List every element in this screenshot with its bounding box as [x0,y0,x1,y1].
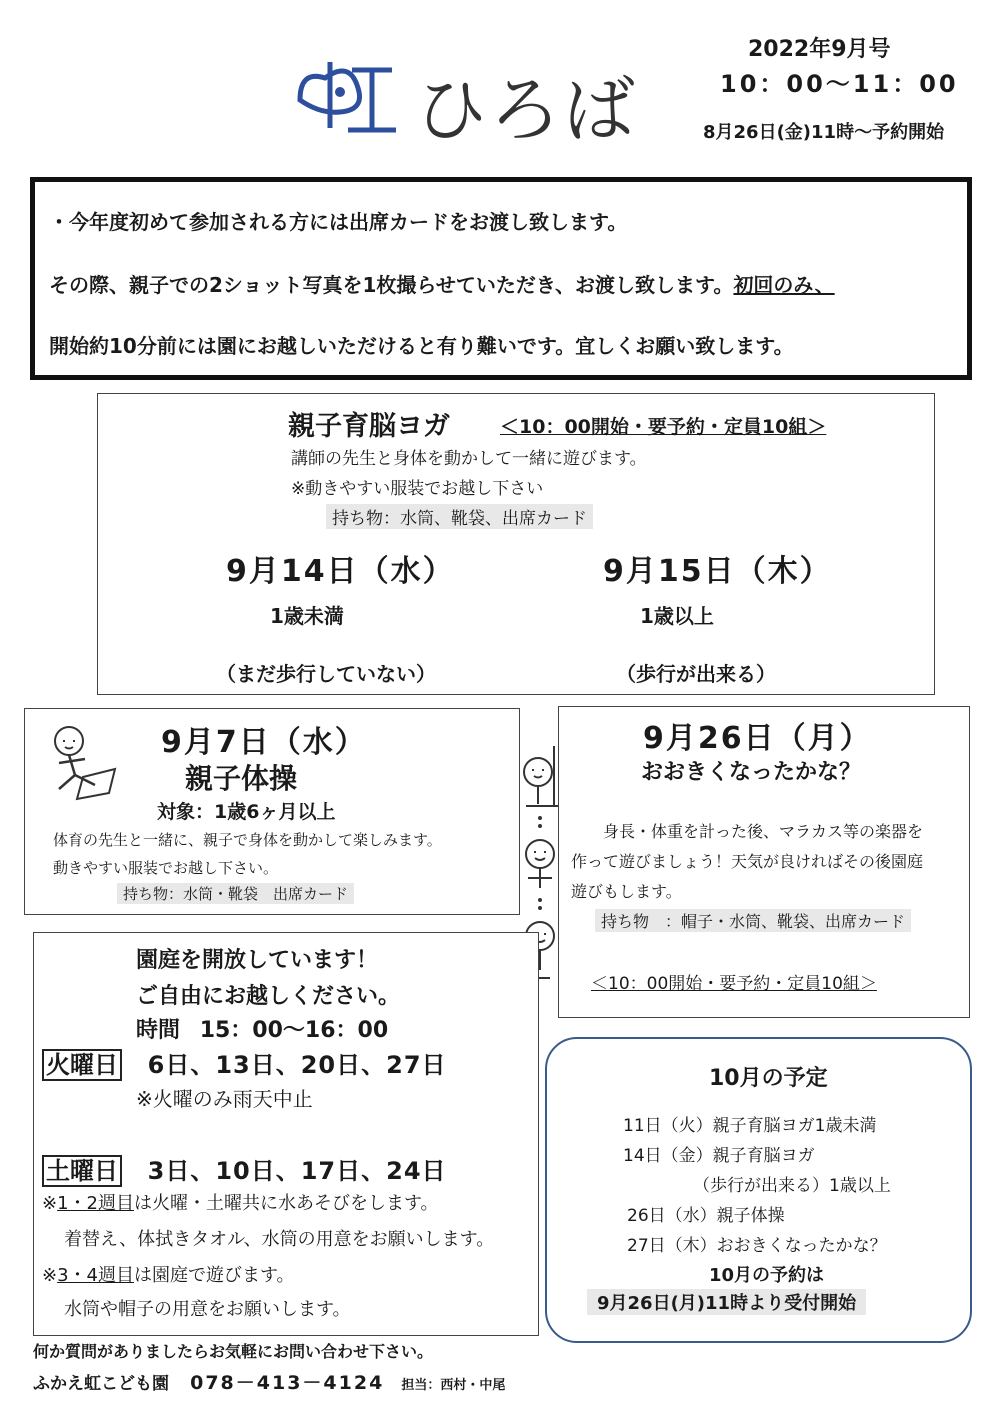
garden-box [33,932,539,1336]
yoga-description: 講師の先生と身体を動かして一緒に遊びます。 [291,449,647,469]
garden-note-1-mark: ※ [42,1193,58,1214]
garden-note-1-weeks: 1・2週目 [57,1193,134,1214]
notice-line-2 [49,269,835,298]
saturday-label: 土曜日 [42,1155,122,1187]
ookiku-info: ＜10：00開始・要予約・定員10組＞ [591,974,877,994]
october-line-1: 11日（火）親子育脳ヨガ1歳未満 [623,1116,877,1136]
garden-note-2-weeks: 3・4週目 [57,1265,134,1286]
taiso-target: 対象：1歳6ヶ月以上 [157,801,336,823]
phone-number: 078－413－4124 [190,1372,385,1394]
october-box [545,1037,972,1343]
taiso-items: 持ち物：水筒・靴袋 出席カード [117,883,354,904]
garden-note-2 [42,1261,295,1287]
ookiku-date: 9月26日（月） [643,721,872,756]
notice-box [30,177,972,380]
footer-contact [33,1368,505,1395]
garden-note-1-text: は火曜・土曜共に水あそびをします。 [134,1193,439,1214]
page-title: ひろば [415,68,638,152]
logo [290,50,400,140]
yoga-date-2: 9月15日（木） [603,554,832,589]
garden-time-value: 15：00～16：00 [199,1018,389,1043]
taiso-title: 親子体操 [185,762,298,795]
ookiku-desc-2: 作って遊びましょう！天気が良ければその後園庭 [571,852,924,871]
taiso-description: 体育の先生と一緒に、親子で身体を動かして楽しみます。 [53,831,442,849]
rainbow-logo-icon [290,50,400,140]
october-booking-2: 9月26日(月)11時より受付開始 [587,1289,866,1315]
child-exercise-illustration-icon [39,719,121,805]
saturday-dates: 3日、10日、17日、24日 [147,1157,447,1185]
garden-time [136,1013,388,1044]
footer-question: 何か質問がありましたらお気軽にお問い合わせ下さい。 [33,1342,434,1361]
yoga-sub-2: （歩行が出来る） [616,662,776,686]
taiso-date: 9月7日（水） [161,725,367,760]
notice-line-2b: 初回のみ、 [733,273,835,297]
tuesday-label: 火曜日 [42,1049,122,1081]
garden-line-2: ご自由にお越しください。 [136,984,401,1009]
notice-line-1: ・今年度初めて参加される方には出席カードをお渡し致します。 [49,210,628,234]
taiso-box [24,708,520,915]
yoga-title: 親子育脳ヨガ [288,411,450,442]
notice-line-3: 開始約10分前には園にお越しいただけると有り難いです。宜しくお願い致します。 [49,334,794,358]
child-height-illustration-icon [524,746,560,806]
garden-note-2b: 水筒や帽子の用意をお願いします。 [64,1299,351,1320]
october-title: 10月の予定 [709,1066,828,1091]
yoga-age-2: 1歳以上 [640,604,714,628]
ookiku-desc-1: 身長・体重を計った後、マラカス等の楽器を [603,822,924,841]
october-line-3: （歩行が出来る）1歳以上 [693,1176,891,1196]
issue-month: 2022年9月号 [748,37,891,62]
staff-names: 担当：西村・中尾 [401,1378,506,1393]
tuesday-note: ※火曜のみ雨天中止 [136,1087,313,1111]
booking-start: 8月26日(金)11時～予約開始 [703,122,945,143]
garden-line-1: 園庭を開放しています！ [136,948,379,973]
yoga-note: ※動きやすい服装でお越し下さい [291,479,544,499]
october-booking-1: 10月の予約は [709,1265,825,1286]
october-line-2: 14日（金）親子育脳ヨガ [623,1146,815,1166]
ookiku-box [558,706,970,1018]
child-smiling-illustration-icon [526,840,554,888]
ookiku-desc-3: 遊びもします。 [571,882,682,901]
garden-note-1 [42,1189,439,1215]
school-name: ふかえ虹こども園 [33,1374,169,1394]
garden-note-2-text: は園庭で遊びます。 [134,1265,295,1286]
yoga-items: 持ち物：水筒、靴袋、出席カード [326,504,593,529]
tuesday-row [42,1045,447,1080]
ookiku-title: おおきくなったかな？ [641,760,862,785]
notice-line-2a: その際、親子での2ショット写真を1枚撮らせていただき、お渡し致します。 [49,273,734,297]
yoga-box [97,393,935,695]
session-time: 10：00～11：00 [720,70,959,98]
october-line-5: 27日（木）おおきくなったかな？ [627,1236,887,1256]
tuesday-dates: 6日、13日、20日、27日 [147,1051,447,1079]
garden-note-2-mark: ※ [42,1265,58,1286]
taiso-note: 動きやすい服装でお越し下さい。 [53,859,279,877]
yoga-age-1: 1歳未満 [270,604,344,628]
yoga-sub-1: （まだ歩行していない） [216,662,436,686]
garden-time-label: 時間 [136,1018,181,1043]
yoga-date-1: 9月14日（水） [226,554,455,589]
ookiku-items: 持ち物 ：帽子・水筒、靴袋、出席カード [595,909,911,932]
garden-note-1b: 着替え、体拭きタオル、水筒の用意をお願いします。 [64,1229,495,1250]
october-line-4: 26日（水）親子体操 [627,1206,785,1226]
yoga-info: ＜10：00開始・要予約・定員10組＞ [500,416,827,438]
saturday-row [42,1151,447,1186]
